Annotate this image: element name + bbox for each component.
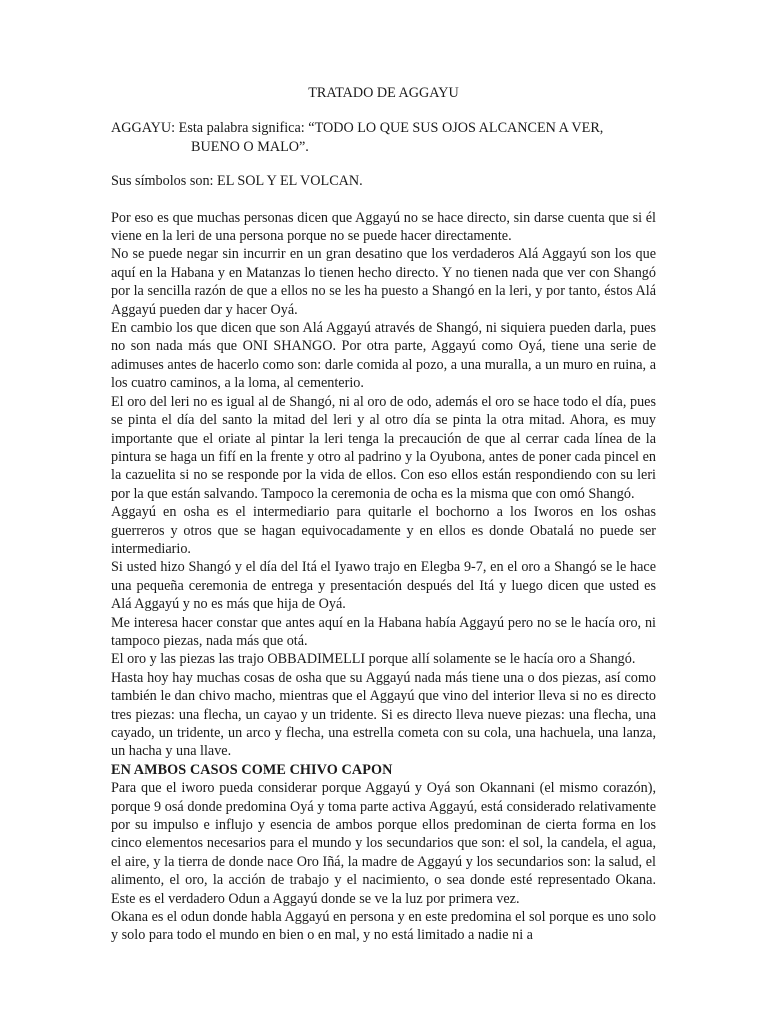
paragraph: En cambio los que dicen que son Alá Aggayú através de Shangó, ni siquiera pueden darla, pues no son nada más que ONI SHANGO. Por otra parte, Aggayú como Oyá, tiene una serie de adimuses antes de hacerlo como son: darle comida al pozo, a una muralla, a un muro en ruina, a los cuatro caminos, a la loma, al cementerio. xyxy=(111,320,656,392)
document-page xyxy=(111,84,656,945)
paragraph: Hasta hoy hay muchas cosas de osha que su Aggayú nada más tiene una o dos piezas, así como también le dan chivo macho, mientras que el Aggayú que vino del interior lleva si no es directo tres piezas: una flecha, un cayao y un tridente. Si es directo lleva nueve piezas: una flecha, una cayado, un tridente, un arco y flecha, una estrella cometa con su cola, una hachuela, una lanza, un hacha y una llave. xyxy=(111,669,656,760)
document-title: TRATADO DE AGGAYU xyxy=(308,85,459,101)
definition-continuation: BUENO O MALO”. xyxy=(191,138,309,155)
section-heading: EN AMBOS CASOS COME CHIVO CAPON xyxy=(111,761,393,778)
paragraph: Me interesa hacer constar que antes aquí en la Habana había Aggayú pero no se le hacía oro, ni tampoco piezas, nada más que otá. xyxy=(111,614,656,649)
paragraph: Aggayú en osha es el intermediario para quitarle el bochorno a los Iworos en los oshas guerreros y otros que se hagan equivocadamente y en ellos es donde Obatalá no puede ser intermediario. xyxy=(111,504,656,557)
definition-block xyxy=(111,119,656,156)
paragraph: El oro del leri no es igual al de Shangó, ni al oro de odo, además el oro se hace todo el día, pues se pinta el día del santo la mitad del leri y al otro día se pinta la otra mitad. Ahora, es muy importante que el oriate al pintar la leri tenga la precaución de que al cerrar cada línea de la pintura se haga un fifí en la frente y otro al padrino y la Oyubona, antes de poner cada pincel en la cazuelita si no se responde por la vida de ellos. Con eso ellos están respondiendo con su leri por la que están salvando. Tampoco la ceremonia de ocha es la misma que con omó Shangó. xyxy=(111,393,656,502)
paragraph: Si usted hizo Shangó y el día del Itá el Iyawo trajo en Elegba 9-7, en el oro a Shangó se le hace una pequeña ceremonia de entrega y presentación después del Itá y luego dicen que usted es Alá Aggayú y no es más que hija de Oyá. xyxy=(111,559,656,613)
definition-line: AGGAYU: Esta palabra significa: “TODO LO QUE SUS OJOS ALCANCEN A VER, xyxy=(111,120,604,137)
paragraph: Okana es el odun donde habla Aggayú en persona y en este predomina el sol porque es uno solo y solo para todo el mundo en bien o en mal, y no está limitado a nadie ni a xyxy=(111,909,656,944)
paragraph: No se puede negar sin incurrir en un gran desatino que los verdaderos Alá Aggayú son los que aquí en la Habana y en Matanzas lo tienen hecho directo. Y no tienen nada que ver con Shangó por la sencilla razón de que a ellos no se les ha puesto a Shangó en la leri, y por tanto, éstos Alá Aggayú pueden dar y hacer Oyá. xyxy=(111,246,656,318)
body-section-b xyxy=(111,779,656,945)
body-section-a xyxy=(111,209,656,761)
paragraph: Para que el iworo pueda considerar porque Aggayú y Oyá son Okannani (el mismo corazón), porque 9 osá donde predomina Oyá y toma parte activa Aggayú, está considerado relativamente por su impulso e influjo y esencia de ambos porque ellos predominan de cierta forma en los cinco elementos necesarios para el mundo y los secundarios que son: el sol, la candela, el agua, el aire, y la tierra de donde nace Oro Iñá, la madre de Aggayú y los secundarios son: la salud, el alimento, el oro, la acción de trabajo y el nacimiento, o sea donde esté representado Okana. Este es el verdadero Odun a Aggayú donde se ve la luz por primera vez. xyxy=(111,780,656,907)
paragraph: El oro y las piezas las trajo OBBADIMELLI porque allí solamente se le hacía oro a Shangó. xyxy=(111,651,636,668)
symbols-line: Sus símbolos son: EL SOL Y EL VOLCAN. xyxy=(111,173,363,190)
paragraph: Por eso es que muchas personas dicen que Aggayú no se hace directo, sin darse cuenta que si él viene en la leri de una persona porque no se puede hacer directamente. xyxy=(111,209,656,245)
